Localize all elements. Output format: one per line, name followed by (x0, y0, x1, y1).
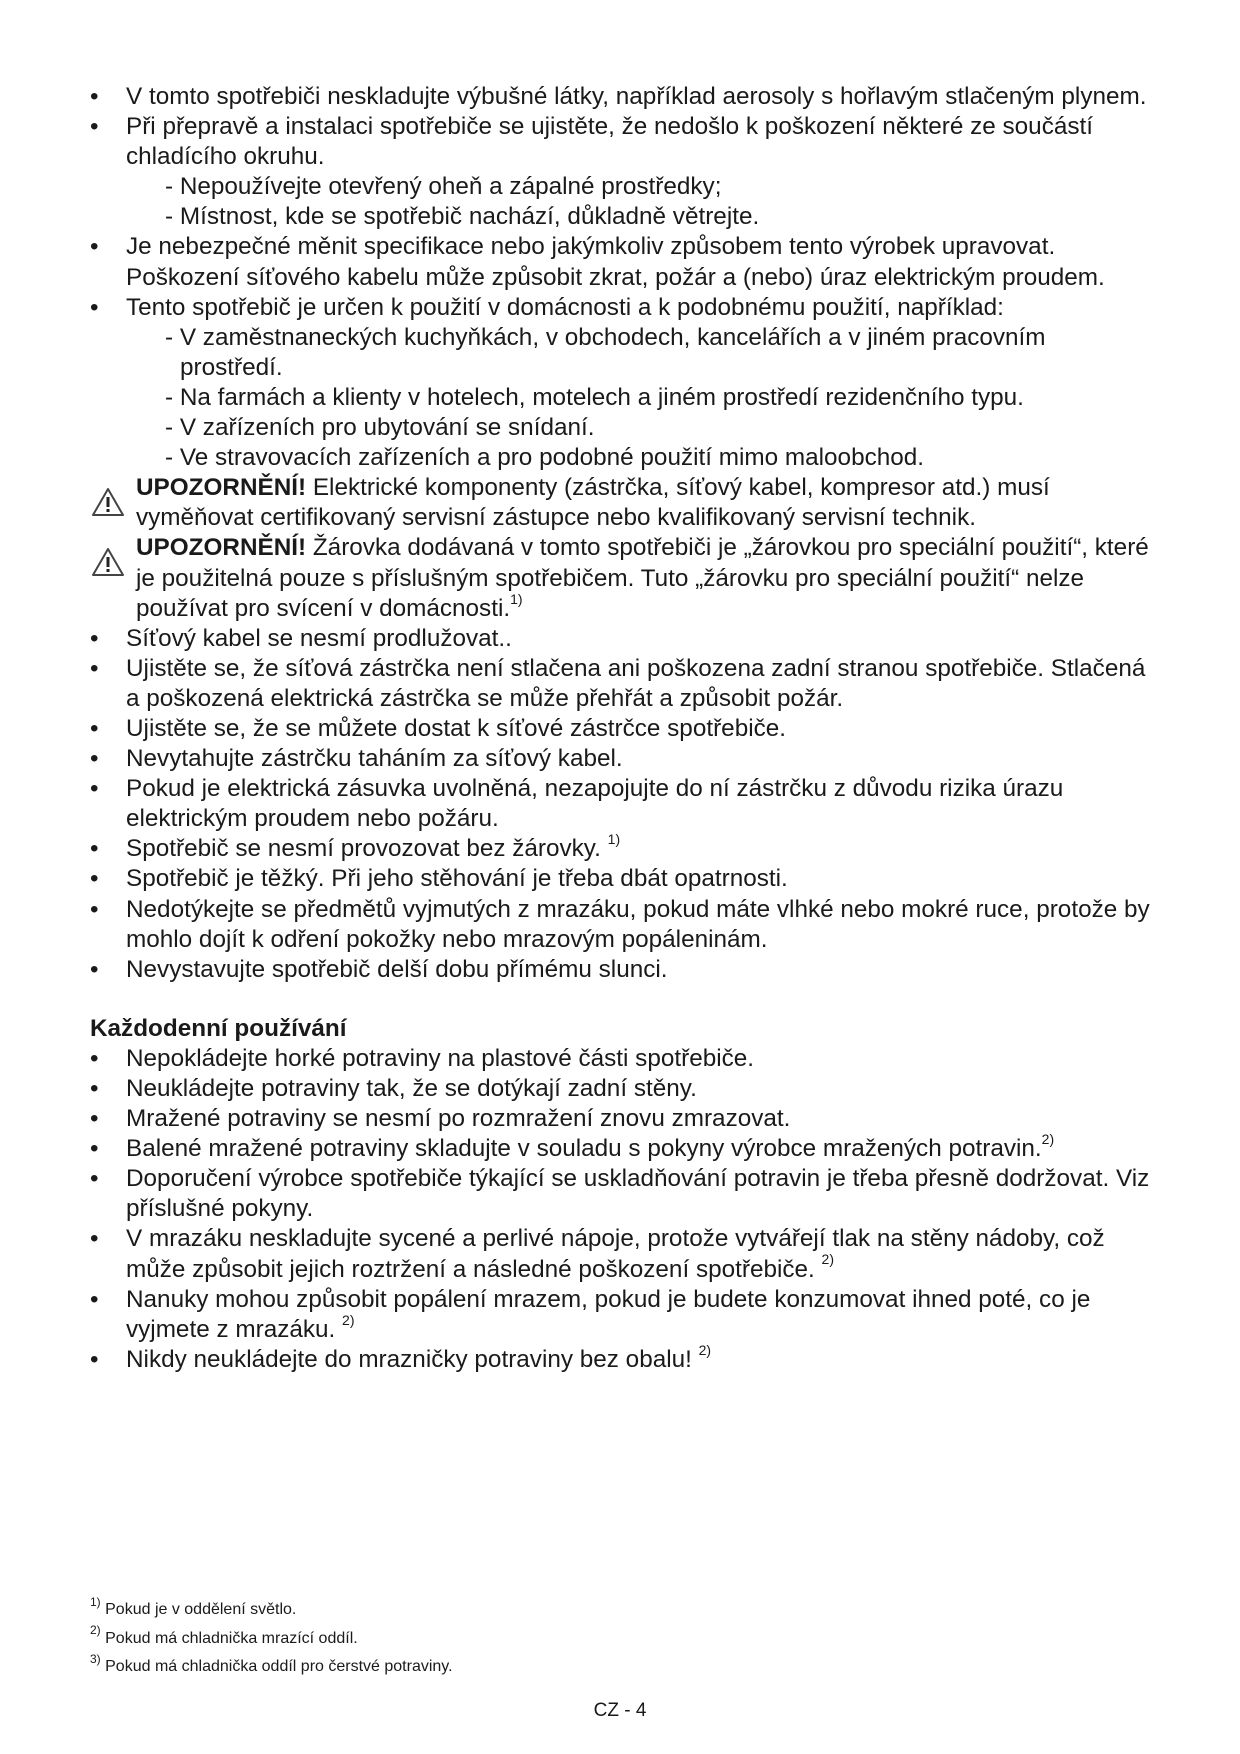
dash-item: - Ve stravovacích zařízeních a pro podobné použití mimo maloobchod. (165, 444, 925, 472)
bullet-item: • Tento spotřebič je určen k použití v domácnosti a k podobnému použití, například: (90, 293, 1165, 323)
warning-text: Elektrické komponenty (zástrčka, síťový kabel, kompresor atd.) musí vyměňovat certifikovaný servisní zástupce nebo kvalifikovaný servisní technik. (136, 474, 1050, 532)
dash-item: - Místnost, kde se spotřebič nachází, důkladně větrejte. (165, 203, 760, 231)
bullet-item: • Nepokládejte horké potraviny na plastové části spotřebiče. (90, 1044, 1165, 1074)
bullet-item: • Mražené potraviny se nesmí po rozmražení znovu zmrazovat. (90, 1104, 1165, 1134)
warning-text: Žárovka dodávaná v tomto spotřebiči je „žárovkou pro speciální použití“, které je použitelná pouze s příslušným spotřebičem. Tuto „žárovku pro speciální použití“ nelze používat pro svícení v domácnosti. (136, 534, 1149, 622)
bullet-item: • V tomto spotřebiči neskladujte výbušné látky, například aerosoly s hořlavým stlačeným plynem. (90, 82, 1165, 112)
warning-block (90, 533, 1165, 623)
bullet-item: • Při přepravě a instalaci spotřebiče se ujistěte, že nedošlo k poškození některé ze součástí chladícího okruhu. (90, 112, 1165, 172)
warning-triangle-icon (91, 547, 125, 577)
warning-label: UPOZORNĚNÍ! (136, 534, 307, 562)
bullet-item: • Neukládejte potraviny tak, že se dotýkají zadní stěny. (90, 1074, 1165, 1104)
bullet-item: • Spotřebič je těžký. Při jeho stěhování je třeba dbát opatrnosti. (90, 864, 1165, 894)
footnote-ref: 1) (607, 831, 621, 848)
footnote-ref: 2) (698, 1341, 712, 1358)
bullet-item: • Balené mražené potraviny skladujte v souladu s pokyny výrobce mražených potravin.$^{2)}$ (90, 1134, 1165, 1164)
bullet-item: • Síťový kabel se nesmí prodlužovat.. (90, 624, 1165, 654)
footnote-ref: 2) (821, 1251, 834, 1268)
bullet-item: • Ujistěte se, že se můžete dostat k síťové zástrčce spotřebiče. (90, 714, 1165, 744)
footnote: $^{1)}$ Pokud je v oddělení světlo. (90, 1594, 297, 1618)
dash-item: - V zaměstnaneckých kuchyňkách, v obchodech, kancelářích a v jiném pracovním (165, 323, 1046, 351)
bullet-item: • Nevystavujte spotřebič delší dobu přímému slunci. (90, 955, 1165, 985)
dash-item: - Nepoužívejte otevřený oheň a zápalné prostředky; (165, 173, 722, 201)
footnote: $^{2)}$ Pokud má chladnička mrazící oddíl. (90, 1623, 358, 1647)
bullet-item: • Nevytahujte zástrčku taháním za síťový kabel. (90, 744, 1165, 774)
bullet-item: • Doporučení výrobce spotřebiče týkající se uskladňování potravin je třeba přesně dodržovat. Viz příslušné pokyny. (90, 1164, 1165, 1224)
bullet-item: • V mrazáku neskladujte sycené a perlivé nápoje, protože vytvářejí tlak na stěny nádoby, což může způsobit jejich roztržení a následné poškození spotřebiče. $^{2)}$ (90, 1224, 1165, 1284)
footnotes (90, 1596, 453, 1682)
warning-block (90, 473, 1165, 533)
footnote-ref: 2) (342, 1311, 355, 1328)
dash-item-continuation: prostředí. (180, 353, 283, 381)
bullet-item: • Ujistěte se, že síťová zástrčka není stlačena ani poškozena zadní stranou spotřebiče. Stlačená a poškozená elektrická zástrčka se může přehřát a způsobit požár. (90, 654, 1165, 714)
bullet-item: • Nikdy neukládejte do mrazničky potraviny bez obalu! $^{2)}$ (90, 1345, 1165, 1375)
dash-item: - Na farmách a klienty v hotelech, motelech a jiném prostředí rezidenčního typu. (165, 383, 1024, 411)
bullet-item: • Nanuky mohou způsobit popálení mrazem, pokud je budete konzumovat ihned poté, co je vyjmete z mrazáku. $^{2)}$ (90, 1285, 1165, 1345)
footnote-ref: 2) (1041, 1131, 1055, 1148)
document-body (90, 82, 1165, 1375)
dash-item: - V zařízeních pro ubytování se snídaní. (165, 414, 595, 442)
bullet-item: • Spotřebič se nesmí provozovat bez žárovky. $^{1)}$ (90, 834, 1165, 864)
bullet-item: • Pokud je elektrická zásuvka uvolněná, nezapojujte do ní zástrčku z důvodu rizika úrazu elektrickým proudem nebo požáru. (90, 774, 1165, 834)
bullet-item: • Nedotýkejte se předmětů vyjmutých z mrazáku, pokud máte vlhké nebo mokré ruce, protože by mohlo dojít k odření pokožky nebo mrazovým popáleninám. (90, 895, 1165, 955)
warning-label: UPOZORNĚNÍ! (136, 474, 307, 502)
warning-triangle-icon (91, 487, 125, 517)
footnote: $^{3)}$ Pokud má chladnička oddíl pro čerstvé potraviny. (90, 1651, 453, 1675)
footnote-ref: 1) (510, 590, 523, 607)
bullet-item: • Je nebezpečné měnit specifikace nebo jakýmkoliv způsobem tento výrobek upravovat. Poškození síťového kabelu může způsobit zkrat, požár a (nebo) úraz elektrickým proudem. (90, 232, 1165, 292)
page-number: CZ - 4 (593, 1700, 647, 1721)
section-heading: Každodenní používání (90, 1014, 347, 1042)
